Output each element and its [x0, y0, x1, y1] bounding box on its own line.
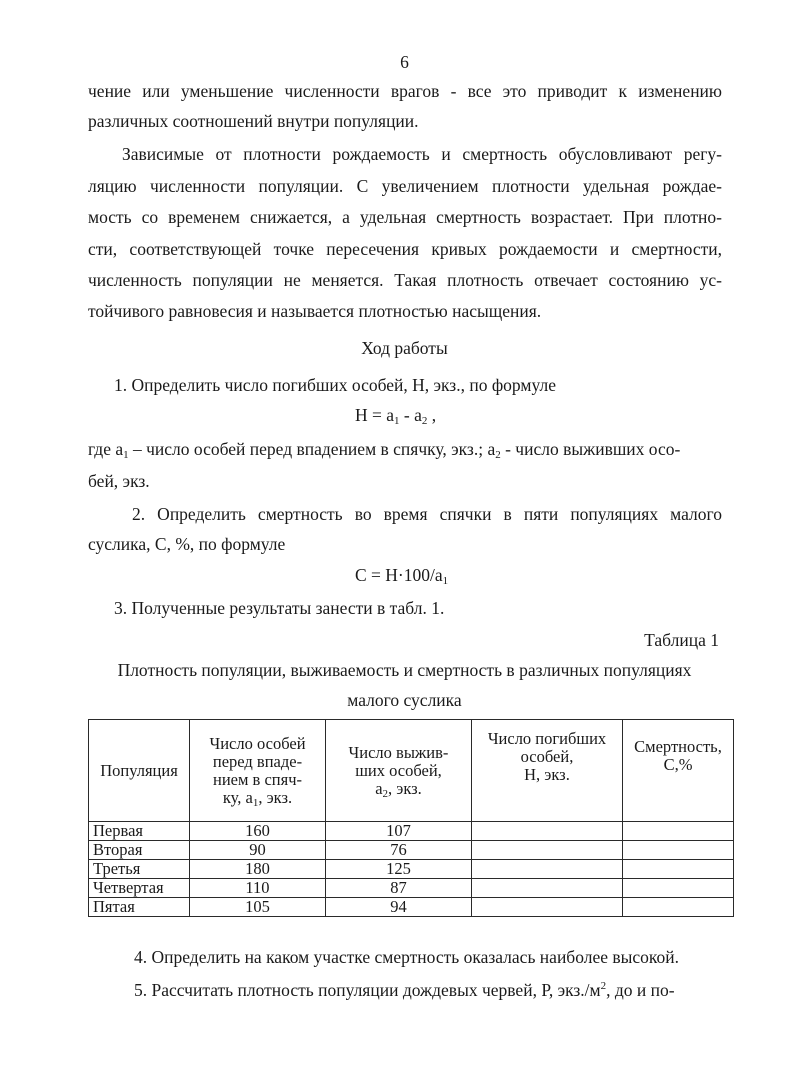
header-dead-line-3: Н, экз. — [524, 765, 570, 784]
where-a1-text: – число особей перед впадением в спячку, экз.; а — [128, 439, 496, 459]
paragraph-2-line-1: Зависимые от плотности рождаемость и смертность обусловливают регу- — [122, 144, 722, 164]
header-dead — [472, 720, 623, 822]
cell-h[interactable] — [472, 841, 623, 860]
paragraph-1-line-1: чение или уменьшение численности врагов - все это приводит к изменению — [88, 81, 722, 101]
table-title-line-2: малого суслика — [347, 690, 462, 710]
cell-h[interactable] — [472, 822, 623, 841]
cell-a2: 76 — [326, 841, 472, 860]
step-4-text: 4. Определить на каком участке смертность оказалась наиболее высокой. — [134, 947, 680, 967]
where-a2-sub: 2 — [495, 449, 501, 461]
formula-c — [355, 565, 448, 586]
paragraph-2-line-3: мость со временем снижается, а удельная смертность возрастает. При плотно- — [88, 207, 722, 227]
where-a2-text: - число выживших осо- — [500, 439, 681, 459]
cell-h[interactable] — [472, 879, 623, 898]
page-number: 6 — [400, 52, 409, 72]
table-row — [89, 841, 734, 860]
cell-a2: 125 — [326, 860, 472, 879]
step-2-line-1: 2. Определить смертность во время спячки в пяти популяциях малого — [132, 504, 722, 524]
cell-a2: 87 — [326, 879, 472, 898]
header-mortality — [623, 720, 734, 822]
table-row — [89, 822, 734, 841]
header-mortality-line-1: Смертность, — [634, 737, 722, 756]
header-survived-a: а — [375, 778, 383, 798]
cell-c[interactable] — [623, 841, 734, 860]
header-dead-line-2: особей, — [520, 747, 574, 766]
step-5-sup: 2 — [600, 980, 607, 992]
header-survived-line-2: ших особей, — [355, 760, 442, 780]
paragraph-2-line-2: ляцию численности популяции. С увеличением плотности удельная рождае- — [88, 176, 722, 196]
step-5-main: 5. Рассчитать плотность популяции дождевых червей, Р, экз./м — [134, 980, 601, 1000]
paragraph-2-line-5: численность популяции не меняется. Такая плотность отвечает состоянию ус- — [88, 270, 722, 290]
cell-a2: 94 — [326, 898, 472, 917]
header-population-label: Популяция — [100, 760, 178, 780]
header-survived-sub: 2 — [382, 787, 389, 800]
cell-population: Первая — [89, 822, 190, 841]
header-before-line-2: перед впаде- — [212, 751, 303, 771]
header-survived-line-1: Число выжив- — [348, 742, 449, 762]
where-line-2: бей, экз. — [88, 471, 150, 491]
header-before-line-3: нием в спяч- — [212, 769, 302, 789]
formula-h-tail: , — [427, 405, 437, 425]
header-before-sub: 1 — [252, 796, 259, 809]
header-dead-line-1: Число погибших — [487, 729, 607, 748]
step-5-tail: , до и по- — [606, 980, 675, 1000]
header-before-hibernation — [190, 720, 326, 822]
formula-h-lhs: Н = а — [355, 405, 395, 425]
where-line-1 — [88, 438, 722, 460]
cell-a1: 110 — [190, 879, 326, 898]
table-header-row — [89, 720, 734, 822]
header-before-line-1: Число особей — [209, 733, 306, 753]
header-survived-unit: , экз. — [388, 778, 422, 798]
cell-population: Третья — [89, 860, 190, 879]
header-mortality-line-2: С,% — [663, 755, 693, 774]
formula-c-sub: 1 — [442, 575, 449, 587]
step-3-text: 3. Полученные результаты занести в табл. 1. — [114, 598, 445, 618]
step-5-text — [134, 980, 675, 1001]
cell-a2: 107 — [326, 822, 472, 841]
cell-a1: 180 — [190, 860, 326, 879]
where-a1-sub: 1 — [123, 449, 129, 461]
table-label: Таблица 1 — [644, 630, 719, 650]
formula-c-main: С = Н·100/а — [355, 565, 443, 585]
section-heading: Ход работы — [361, 338, 448, 358]
where-a1-label: где а — [88, 439, 124, 459]
cell-h[interactable] — [472, 860, 623, 879]
header-population — [89, 720, 190, 822]
header-before-a: ку, а — [222, 787, 253, 807]
table-row — [89, 860, 734, 879]
cell-c[interactable] — [623, 898, 734, 917]
cell-c[interactable] — [623, 822, 734, 841]
table-row — [89, 898, 734, 917]
header-survived — [326, 720, 472, 822]
cell-c[interactable] — [623, 860, 734, 879]
header-before-unit: , экз. — [258, 787, 293, 807]
cell-a1: 105 — [190, 898, 326, 917]
cell-c[interactable] — [623, 879, 734, 898]
cell-population: Вторая — [89, 841, 190, 860]
cell-population: Четвертая — [89, 879, 190, 898]
cell-population: Пятая — [89, 898, 190, 917]
table-row — [89, 879, 734, 898]
step-2-line-2: суслика, С, %, по формуле — [88, 534, 286, 554]
formula-h-sub1: 1 — [394, 415, 400, 427]
paragraph-2-line-6: тойчивого равновесия и называется плотностью насыщения. — [88, 301, 542, 321]
paragraph-2-line-4: сти, соответствующей точке пересечения кривых рождаемости и смертности, — [88, 239, 722, 259]
cell-h[interactable] — [472, 898, 623, 917]
header-before-line-4 — [194, 789, 321, 807]
formula-h-mid: - а — [399, 405, 422, 425]
formula-h — [355, 405, 436, 426]
paragraph-1-line-2: различных соотношений внутри популяции. — [88, 111, 419, 131]
cell-a1: 90 — [190, 841, 326, 860]
formula-h-sub2: 2 — [421, 415, 428, 427]
header-survived-line-3 — [330, 780, 467, 798]
cell-a1: 160 — [190, 822, 326, 841]
results-table — [88, 719, 734, 917]
step-1-text: 1. Определить число погибших особей, Н, экз., по формуле — [114, 375, 556, 395]
table-title-line-1: Плотность популяции, выживаемость и смертность в различных популяциях — [117, 660, 692, 680]
